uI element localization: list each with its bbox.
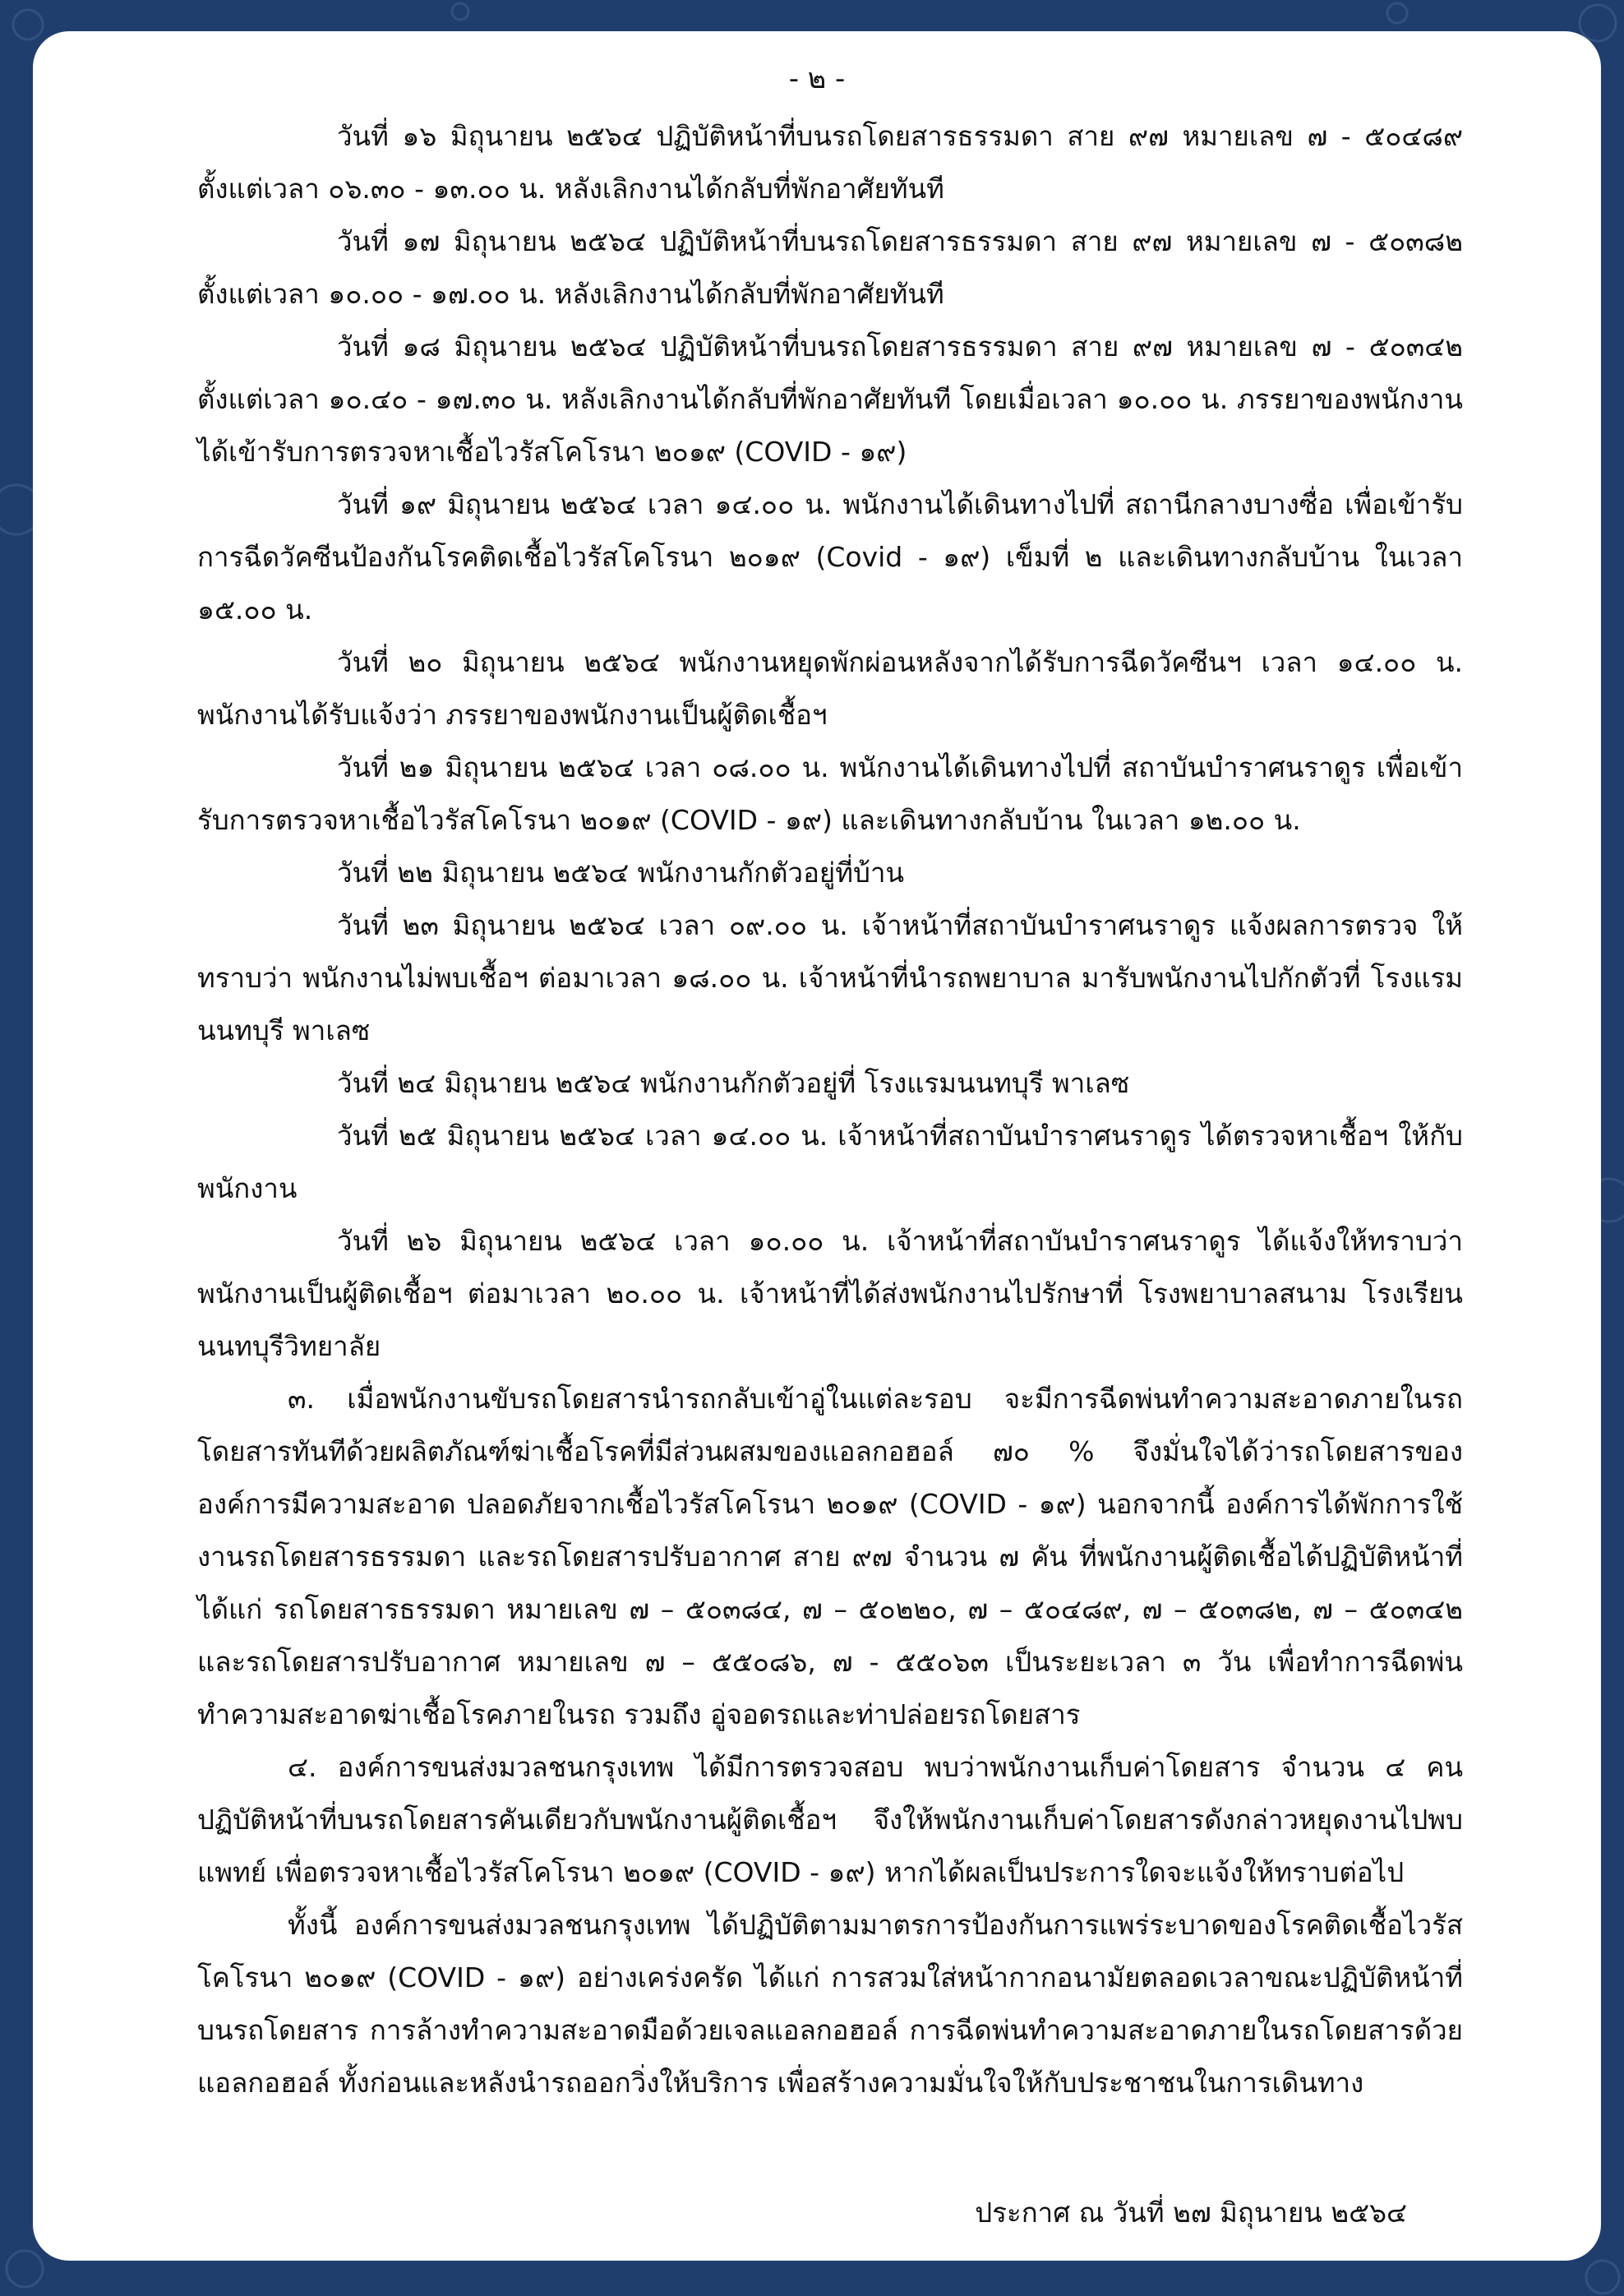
document-sheet (33, 31, 1601, 2261)
timeline-entry-21: วันที่ ๒๑ มิถุนายน ๒๕๖๔ เวลา ๐๘.๐๐ น. พนักงานได้เดินทางไปที่ สถาบันบำราศนราดูร เพื่อเข้ารับการตรวจหาเชื้อไวรัสโคโรนา ๒๐๑๙ (COVID - ๑๙) และเดินทางกลับบ้าน ในเวลา ๑๒.๐๐ น. (197, 751, 1463, 836)
timeline-entry-20: วันที่ ๒๐ มิถุนายน ๒๕๖๔ พนักงานหยุดพักผ่อนหลังจากได้รับการฉีดวัคซีนฯ เวลา ๑๔.๐๐ น. พนักงานได้รับแจ้งว่า ภรรยาของพนักงานเป็นผู้ติดเชื้อฯ (197, 646, 1463, 731)
timeline-entry-19: วันที่ ๑๙ มิถุนายน ๒๕๖๔ เวลา ๑๔.๐๐ น. พนักงานได้เดินทางไปที่ สถานีกลางบางซื่อ เพื่อเข้ารับการฉีดวัคซีนป้องกันโรคติดเชื้อไวรัสโคโรนา ๒๐๑๙ (Covid - ๑๙) เข็มที่ ๒ และเดินทางกลับบ้าน ในเวลา ๑๕.๐๐ น. (197, 488, 1463, 626)
announcement-date: ประกาศ ณ วันที่ ๒๗ มิถุนายน ๒๕๖๔ (975, 2197, 1407, 2229)
timeline-entry-22: วันที่ ๒๒ มิถุนายน ๒๕๖๔ พนักงานกักตัวอยู่ที่บ้าน (337, 857, 905, 889)
timeline-entry-23: วันที่ ๒๓ มิถุนายน ๒๕๖๔ เวลา ๐๙.๐๐ น. เจ้าหน้าที่สถาบันบำราศนราดูร แจ้งผลการตรวจ ให้ทราบว่า พนักงานไม่พบเชื้อฯ ต่อมาเวลา ๑๘.๐๐ น. เจ้าหน้าที่นำรถพยาบาล มารับพนักงานไปกักตัวที่ โรงแรมนนทบุรี พาเลซ (197, 909, 1463, 1046)
timeline-entry-18: วันที่ ๑๘ มิถุนายน ๒๕๖๔ ปฏิบัติหน้าที่บนรถโดยสารธรรมดา สาย ๙๗ หมายเลข ๗ - ๕๐๓๔๒ ตั้งแต่เวลา ๑๐.๔๐ - ๑๗.๓๐ น. หลังเลิกงานได้กลับที่พักอาศัยทันที โดยเมื่อเวลา ๑๐.๐๐ น. ภรรยาของพนักงาน ได้เข้ารับการตรวจหาเชื้อไวรัสโคโรนา ๒๐๑๙ (COVID - ๑๙) (197, 330, 1463, 468)
timeline-entry-25: วันที่ ๒๕ มิถุนายน ๒๕๖๔ เวลา ๑๔.๐๐ น. เจ้าหน้าที่สถาบันบำราศนราดูร ได้ตรวจหาเชื้อฯ ให้กับพนักงาน (197, 1120, 1463, 1204)
timeline-entry-16: วันที่ ๑๖ มิถุนายน ๒๕๖๔ ปฏิบัติหน้าที่บนรถโดยสารธรรมดา สาย ๙๗ หมายเลข ๗ - ๕๐๔๘๙ ตั้งแต่เวลา ๐๖.๓๐ - ๑๓.๐๐ น. หลังเลิกงานได้กลับที่พักอาศัยทันที (197, 120, 1463, 205)
numbered-item-3: ๓. เมื่อพนักงานขับรถโดยสารนำรถกลับเข้าอู่ในแต่ละรอบ จะมีการฉีดพ่นทำความสะอาดภายในรถโดยสารทันทีด้วยผลิตภัณฑ์ฆ่าเชื้อโรคที่มีส่วนผสมของแอลกอฮอล์ ๗๐ % จึงมั่นใจได้ว่ารถโดยสารขององค์การมีความสะอาด ปลอดภัยจากเชื้อไวรัสโคโรนา ๒๐๑๙ (COVID - ๑๙) นอกจากนี้ องค์การได้พักการใช้งานรถโดยสารธรรมดา และรถโดยสารปรับอากาศ สาย ๙๗ จำนวน ๗ คัน ที่พนักงานผู้ติดเชื้อได้ปฏิบัติหน้าที่ ได้แก่ รถโดยสารธรรมดา หมายเลข ๗ – ๕๐๓๘๔, ๗ – ๕๐๒๒๐, ๗ – ๕๐๔๘๙, ๗ – ๕๐๓๘๒, ๗ – ๕๐๓๔๒ และรถโดยสารปรับอากาศ หมายเลข ๗ – ๕๕๐๘๖, ๗ - ๕๕๐๖๓ เป็นระยะเวลา ๓ วัน เพื่อทำการฉีดพ่น ทำความสะอาดฆ่าเชื้อโรคภายในรถ รวมถึง อู่จอดรถและท่าปล่อยรถโดยสาร (197, 1383, 1463, 1730)
page-number: - ๒ - (788, 62, 846, 95)
closing-paragraph: ทั้งนี้ องค์การขนส่งมวลชนกรุงเทพ ได้ปฏิบัติตามมาตรการป้องกันการแพร่ระบาดของโรคติดเชื้อไวรัสโคโรนา ๒๐๑๙ (COVID - ๑๙) อย่างเคร่งครัด ได้แก่ การสวมใส่หน้ากากอนามัยตลอดเวลาขณะปฏิบัติหน้าที่บนรถโดยสาร การล้างทำความสะอาดมือด้วยเจลแอลกอฮอล์ การฉีดพ่นทำความสะอาดภายในรถโดยสารด้วยแอลกอฮอล์ ทั้งก่อนและหลังนำรถออกวิ่งให้บริการ เพื่อสร้างความมั่นใจให้กับประชาชนในการเดินทาง (197, 1909, 1463, 2099)
timeline-entry-26: วันที่ ๒๖ มิถุนายน ๒๕๖๔ เวลา ๑๐.๐๐ น. เจ้าหน้าที่สถาบันบำราศนราดูร ได้แจ้งให้ทราบว่า พนักงานเป็นผู้ติดเชื้อฯ ต่อมาเวลา ๒๐.๐๐ น. เจ้าหน้าที่ได้ส่งพนักงานไปรักษาที่ โรงพยาบาลสนาม โรงเรียน นนทบุรีวิทยาลัย (197, 1225, 1463, 1362)
timeline-entry-17: วันที่ ๑๗ มิถุนายน ๒๕๖๔ ปฏิบัติหน้าที่บนรถโดยสารธรรมดา สาย ๙๗ หมายเลข ๗ - ๕๐๓๘๒ ตั้งแต่เวลา ๑๐.๐๐ - ๑๗.๐๐ น. หลังเลิกงานได้กลับที่พักอาศัยทันที (197, 225, 1463, 310)
document-body (197, 110, 1463, 2109)
numbered-item-4: ๔. องค์การขนส่งมวลชนกรุงเทพ ได้มีการตรวจสอบ พบว่าพนักงานเก็บค่าโดยสาร จำนวน ๔ คน ปฏิบัติหน้าที่บนรถโดยสารคันเดียวกับพนักงานผู้ติดเชื้อฯ จึงให้พนักงานเก็บค่าโดยสารดังกล่าวหยุดงานไปพบแพทย์ เพื่อตรวจหาเชื้อไวรัสโคโรนา ๒๐๑๙ (COVID - ๑๙) หากได้ผลเป็นประการใดจะแจ้งให้ทราบต่อไป (197, 1751, 1463, 1888)
timeline-entry-24: วันที่ ๒๔ มิถุนายน ๒๕๖๔ พนักงานกักตัวอยู่ที่ โรงแรมนนทบุรี พาเลซ (337, 1067, 1130, 1099)
